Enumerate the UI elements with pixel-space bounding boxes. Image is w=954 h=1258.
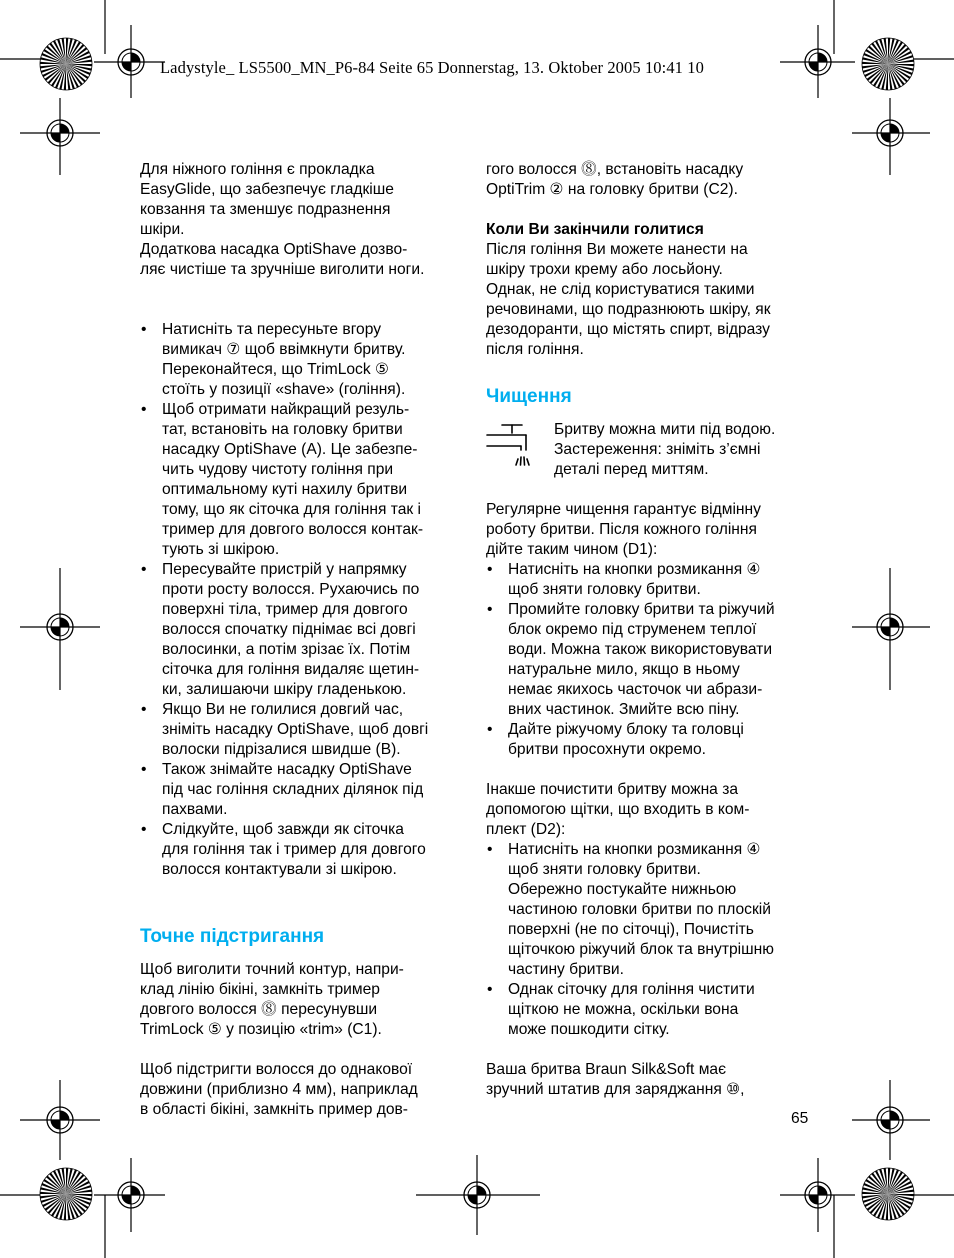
text-line: ки, залишаючи шкіру гладенькою. (162, 681, 407, 698)
text-line: • Однак сіточку для гоління чистити (508, 981, 755, 998)
text-line: шкіри. (140, 221, 185, 238)
text-line: вимикач ⑦ щоб ввімкнути бритву. (162, 341, 406, 358)
stand-paragraph (486, 1060, 816, 1100)
right-column (486, 160, 816, 1100)
starburst-top-left (38, 36, 94, 92)
text-line: поверхні (не по сіточці), Почистіть (508, 921, 754, 938)
trim-paragraph-2 (140, 1060, 470, 1120)
text-line: Для ніжного гоління є прокладка (140, 161, 375, 178)
list-item (140, 760, 470, 820)
text-line: • Натисніть на кнопки розмикання ④ (508, 561, 761, 578)
text-line: довжини (приблизно 4 мм), наприклад (140, 1081, 418, 1098)
text-line: волосся контактували зі шкірою. (162, 861, 397, 878)
text-line: • Дайте ріжучому блоку та головці (508, 721, 744, 738)
text-line: TrimLock ⑤ у позицію «trim» (C1). (140, 1021, 382, 1038)
text-line: щіточкою ріжучий блок та внутрішню (508, 941, 774, 958)
water-note (486, 420, 816, 480)
text-line: проти росту волосся. Рухаючись по (162, 581, 420, 598)
print-slug: Ladystyle_ LS5500_MN_P6-84 Seite 65 Donnerstag, 13. Oktober 2005 10:41 10 (160, 58, 704, 77)
starburst-top-right (860, 36, 916, 92)
subheading-after-shaving: Коли Ви закінчили голитися (486, 221, 704, 238)
text-line: Застереження: зніміть з’ємні (554, 441, 761, 458)
text-line: щіткою не можна, оскільки вона (508, 1001, 739, 1018)
text-line: • Натисніть на кнопки розмикання ④ (508, 841, 761, 858)
text-line: дезодоранти, що містять спирт, відразу (486, 321, 770, 338)
list-item (140, 560, 470, 700)
cleaning-bullets-1 (486, 560, 816, 760)
list-item (140, 400, 470, 560)
text-line: немає якихось часточок чи абрази- (508, 681, 763, 698)
left-column (140, 160, 470, 1120)
intro-paragraph (140, 160, 470, 280)
text-line: в області бікіні, замкніть пример дов- (140, 1101, 408, 1118)
text-line: після гоління. (486, 341, 584, 358)
text-line: волосся спочатку піднімає всі довгі (162, 621, 416, 638)
text-line: речовинами, що подразнюють шкіру, як (486, 301, 771, 318)
text-line: оптимальному куті нахилу бритви (162, 481, 408, 498)
list-item (486, 980, 816, 1040)
section-heading-trim: Точне підстригання (140, 926, 325, 947)
text-line: Щоб виголити точний контур, напри- (140, 961, 404, 978)
text-line: Обережно постукайте нижньою (508, 881, 737, 898)
text-line: тому, що як сіточка для гоління так і (162, 501, 422, 518)
text-line: EasyGlide, що забезпечує гладкіше (140, 181, 394, 198)
starburst-bottom-right (860, 1166, 916, 1222)
text-line: вних частинок. Змийте всю піну. (508, 701, 740, 718)
text-line: бритви просохнути окремо. (508, 741, 706, 758)
text-line: волосинки, а потім зрізає їх. Потім (162, 641, 411, 658)
water-tap-icon (486, 422, 536, 472)
text-line: Щоб підстригти волосся до однакової (140, 1061, 413, 1078)
text-line: волоски підрізалися швидше (B). (162, 741, 401, 758)
list-item (486, 840, 816, 980)
after-shaving-paragraph (486, 240, 816, 360)
list-item (486, 560, 816, 600)
text-line: тример для довгого волосся контак- (162, 521, 424, 538)
text-line: Інакше почистити бритву можна за (486, 781, 739, 798)
text-line: Однак, не слід користуватися такими (486, 281, 755, 298)
text-line: натуральне мило, якщо в ньому (508, 661, 740, 678)
text-line: • Натисніть та пересуньте вгору (162, 321, 382, 338)
text-line: стоїть у позиції «shave» (гоління). (162, 381, 406, 398)
text-line: • Щоб отримати найкращий резуль- (162, 401, 410, 418)
cleaning-paragraph-2 (486, 780, 816, 840)
text-line: Додаткова насадка OptiShave дозво- (140, 241, 408, 258)
text-line: • Якщо Ви не голилися довгий час, (162, 701, 404, 718)
trim-paragraph-1 (140, 960, 470, 1040)
text-line: під час гоління складних ділянок під (162, 781, 424, 798)
text-line: Після гоління Ви можете нанести на (486, 241, 748, 258)
text-line: • Також знімайте насадку OptiShave (162, 761, 412, 778)
text-line: • Пересувайте пристрій у напрямку (162, 561, 407, 578)
text-line: блок окремо під струменем теплої (508, 621, 757, 638)
text-line: довгого волосся ⓼ пересунувши (140, 1001, 378, 1018)
text-line: тують зі шкірою. (162, 541, 280, 558)
list-item (140, 820, 470, 880)
text-line: щоб зняти головку бритви. (508, 581, 701, 598)
text-line: може пошкодити сітку. (508, 1021, 670, 1038)
starburst-bottom-left (38, 1166, 94, 1222)
continued-paragraph (486, 160, 816, 200)
page-number: 65 (791, 1110, 809, 1127)
text-line: зніміть насадку OptiShave, щоб довгі (162, 721, 429, 738)
text-line: ковзання та зменшує подразнення (140, 201, 391, 218)
cleaning-bullets-2 (486, 840, 816, 1040)
text-line: деталі перед миттям. (554, 461, 709, 478)
text-line: допомогою щітки, що входить в ком- (486, 801, 750, 818)
text-line: щоб зняти головку бритви. (508, 861, 701, 878)
text-line: Ваша бритва Braun Silk&Soft має (486, 1061, 727, 1078)
text-line: зручний штатив для заряджання ⑩, (486, 1081, 745, 1098)
bullet-list (140, 320, 470, 880)
text-line: чить чудову чистоту гоління при (162, 461, 394, 478)
text-line: насадку OptiShave (A). Це забезпе- (162, 441, 418, 458)
text-line: дійте таким чином (D1): (486, 541, 658, 558)
list-item (486, 720, 816, 760)
text-line: пахвами. (162, 801, 228, 818)
text-line: частину бритви. (508, 961, 624, 978)
text-line: частиною головки бритви по плоскій (508, 901, 771, 918)
text-line: роботу бритви. Після кожного гоління (486, 521, 757, 538)
cleaning-paragraph-1 (486, 500, 816, 560)
text-line: ляє чистіше та зручніше виголити ноги. (140, 261, 425, 278)
text-line: Регулярне чищення гарантує відмінну (486, 501, 761, 518)
text-line: води. Можна також використовувати (508, 641, 773, 658)
text-line: поверхні тіла, тример для довгого (162, 601, 408, 618)
text-line: клад лінію бікіні, замкніть тример (140, 981, 380, 998)
text-line: сіточка для гоління видаляє щетин- (162, 661, 420, 678)
text-line: OptiTrim ② на головку бритви (C2). (486, 181, 738, 198)
text-line: тат, встановіть на головку бритви (162, 421, 403, 438)
list-item (486, 600, 816, 720)
list-item (140, 700, 470, 760)
list-item (140, 320, 470, 400)
text-line: шкіру трохи крему або лосьйону. (486, 261, 723, 278)
text-line: Бритву можна мити під водою. (554, 421, 776, 438)
text-line: Переконайтеся, що TrimLock ⑤ (162, 361, 389, 378)
text-line: для гоління так і тример для довгого (162, 841, 426, 858)
text-line: гого волосся ⓼, встановіть насадку (486, 161, 744, 178)
section-heading-cleaning: Чищення (486, 386, 572, 407)
text-line: • Слідкуйте, щоб завжди як сіточка (162, 821, 404, 838)
text-line: • Промийте головку бритви та ріжучий (508, 601, 775, 618)
text-line: плект (D2): (486, 821, 566, 838)
